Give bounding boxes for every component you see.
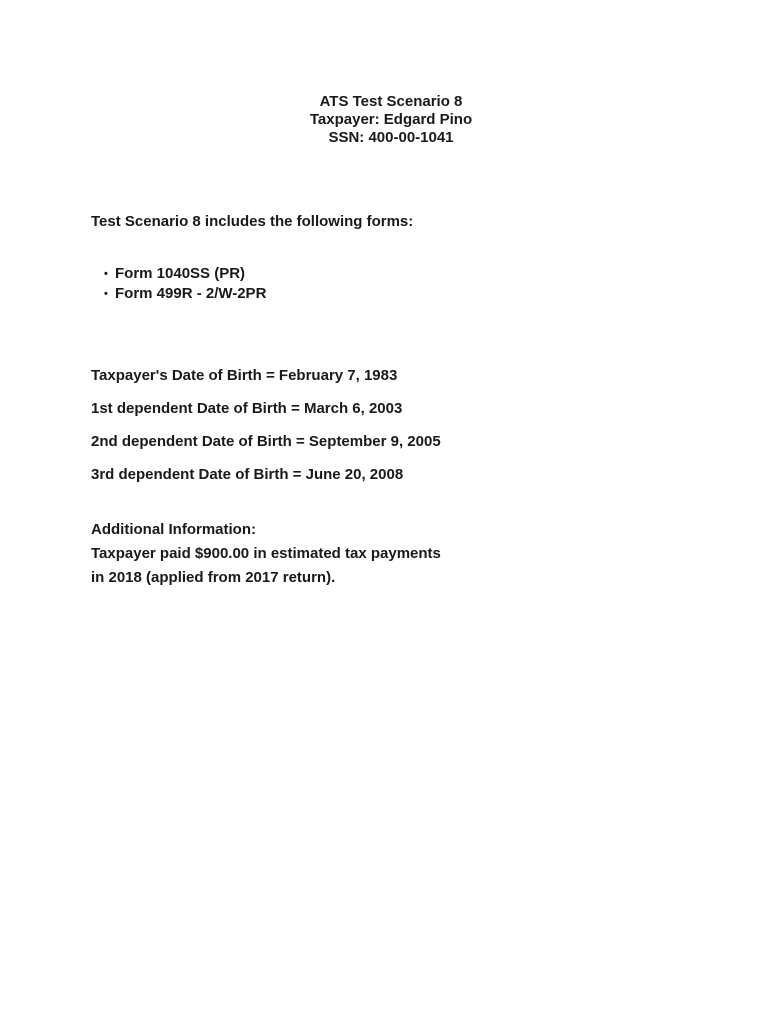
dependent-3-birth-date: 3rd dependent Date of Birth = June 20, 2008 xyxy=(91,466,404,483)
taxpayer-name: Taxpayer: Edgard Pino xyxy=(309,111,473,128)
birth-dates xyxy=(91,367,441,499)
additional-information xyxy=(91,518,441,590)
additional-line: Taxpayer paid $900.00 in estimated tax payments xyxy=(91,545,441,562)
scenario-title: ATS Test Scenario 8 xyxy=(319,93,463,110)
forms-list xyxy=(104,264,266,304)
form-name: Form 1040SS (PR) xyxy=(115,265,246,282)
taxpayer-birth-date: Taxpayer's Date of Birth = February 7, 1983 xyxy=(91,367,398,384)
dependent-2-birth-date: 2nd dependent Date of Birth = September 9, 2005 xyxy=(91,433,441,450)
additional-line: in 2018 (applied from 2017 return). xyxy=(91,569,336,586)
form-name: Form 499R - 2/W-2PR xyxy=(115,285,267,302)
taxpayer-ssn: SSN: 400-00-1041 xyxy=(328,129,454,146)
list-item xyxy=(104,284,266,304)
dependent-1-birth-date: 1st dependent Date of Birth = March 6, 2003 xyxy=(91,400,403,417)
forms-intro: Test Scenario 8 includes the following forms: xyxy=(91,213,414,230)
list-item xyxy=(104,264,266,284)
document-header xyxy=(0,93,770,147)
additional-heading: Additional Information: xyxy=(91,521,256,538)
